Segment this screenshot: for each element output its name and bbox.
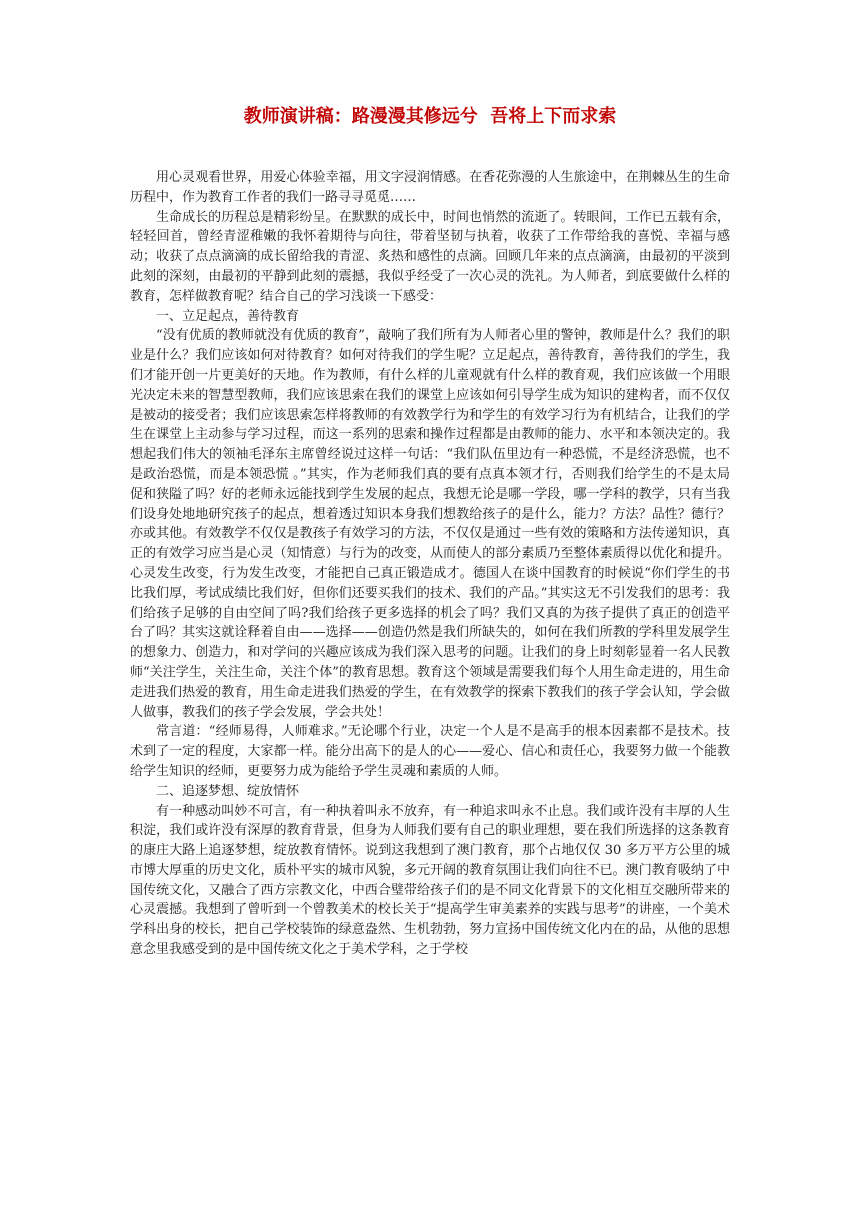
paragraph-teacher-quote: 常言道：“经师易得，人师难求。”无论哪个行业，决定一个人是不是高手的根本因素都不是技术。技术到了一定的程度，大家都一样。能分出高下的是人的心——爱心、信心和责任心，我要努力做一个能教给学生知识的经师，更要努力成为能给予学生灵魂和素质的人师。 (130, 724, 730, 779)
paragraph-growth: 生命成长的历程总是精彩纷呈。在默默的成长中，时间也悄然的流逝了。转眼间，工作已五载有余，轻轻回首，曾经青涩稚嫩的我怀着期待与向往，带着坚韧与执着，收获了工作带给我的喜悦、幸福与感动；收获了点点滴滴的成长留给我的青涩、炙热和感性的点滴。回顾几年来的点点滴滴，由最初的平淡到此刻的深刻，由最初的平静到此刻的震撼，我似乎经受了一次心灵的洗礼。为人师者，到底要做什么样的教育，怎样做教育呢？结合自己的学习浅谈一下感受： (130, 209, 730, 304)
paragraph-section-2: 有一种感动叫妙不可言，有一种执着叫永不放弃，有一种追求叫永不止息。我们或许没有丰厚的人生积淀，我们或许没有深厚的教育背景，但身为人师我们要有自己的职业理想，要在我们所选择的这条教育的康庄大路上追逐梦想，绽放教育情怀。说到这我想到了澳门教育，那个占地仅仅 30 多万平方公里的城市博大厚重的历史文化，质朴平实的城市风貌，多元开阔的教育氛围让我们向往不已。澳门教育吸纳了中国传统文化，又融合了西方宗教文化，中西合璧带给孩子们的是不同文化背景下的文化相互交融所带来的心灵震撼。我想到了曾听到一个曾教美术的校长关于“提高学生审美素养的实践与思考”的讲座，一个美术学科出身的校长，把自己学校装饰的绿意盎然、生机勃勃，努力宣扬中国传统文化内在的品，从他的思想意念里我感受到的是中国传统文化之于美术学科，之于学校 (130, 803, 730, 958)
document-body (130, 168, 730, 960)
paragraph-intro: 用心灵观看世界，用爱心体验幸福，用文字浸润情感。在香花弥漫的人生旅途中，在荆棘丛生的生命历程中，作为教育工作者的我们一路寻寻觅觅…… (130, 170, 730, 205)
section-heading-2: 二、追逐梦想、绽放情怀 (156, 783, 300, 799)
section-heading-1: 一、立足起点，善待教育 (156, 308, 300, 324)
document-title: 教师演讲稿：路漫漫其修远兮 吾将上下而求索 (243, 106, 617, 127)
paragraph-section-1: “没有优质的教师就没有优质的教育”，敲响了我们所有为人师者心里的警钟，教师是什么？我们的职业是什么？我们应该如何对待教育？如何对待我们的学生呢？立足起点，善待教育，善待我们的学生，我们才能开创一片更美好的天地。作为教师，有什么样的儿童观就有什么样的教育观，我们应该做一个用眼光决定未来的智慧型教师，我们应该思索在我们的课堂上应该如何引导学生成为知识的建构者，而不仅仅是被动的接受者；我们应该思索怎样将教师的有效教学行为和学生的有效学习行为有机结合，让我们的学生在课堂上主动参与学习过程，而这一系列的思索和操作过程都是由教师的能力、水平和本领决定的。我想起我们伟大的领袖毛泽东主席曾经说过这样一句话：“我们队伍里边有一种恐慌，不是经济恐慌，也不是政治恐慌，而是本领恐慌 。”其实，作为老师我们真的要有点真本领才行，否则我们给学生的不是太局促和狭隘了吗？好的老师永远能找到学生发展的起点，我想无论是哪一学段，哪一学科的教学，只有当我们设身处地地研究孩子的起点，想着透过知识本身我们想教给孩子的是什么，能力？方法？品性？德行？亦或其他。有效教学不仅仅是教孩子有效学习的方法，不仅仅是通过一些有效的策略和方法传递知识，真正的有效学习应当是心灵（知情意）与行为的改变，从而使人的部分素质乃至整体素质得以优化和提升。心灵发生改变，行为发生改变，才能把自己真正锻造成才。德国人在谈中国教育的时候说“你们学生的书比我们厚，考试成绩比我们好，但你们还要买我们的技术、我们的产品。”其实这无不引发我们的思考：我们给孩子足够的自由空间了吗?我们给孩子更多选择的机会了吗？我们又真的为孩子提供了真正的创造平台了吗？其实这就诠释着自由——选择——创造仍然是我们所缺失的，如何在我们所教的学科里发展学生的想象力、创造力，和对学问的兴趣应该成为我们深入思考的问题。让我们的身上时刻彰显着一名人民教师“关注学生，关注生命，关注个体”的教育思想。教育这个领域是需要我们每个人用生命走进的，用生命走进我们热爱的教育，用生命走进我们热爱的学生，在有效教学的探索下教我们的孩子学会认知，学会做人做事，教我们的孩子学会发展，学会共处！ (130, 328, 730, 720)
